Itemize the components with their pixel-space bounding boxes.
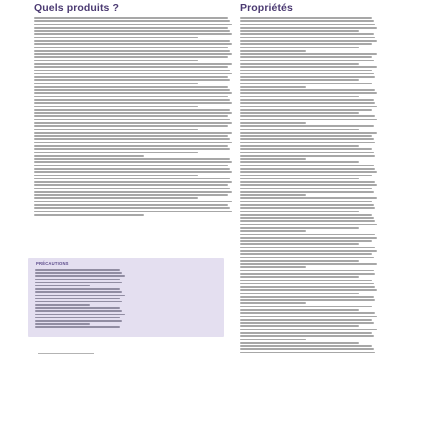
text-line [34, 92, 232, 94]
text-line [34, 40, 230, 42]
text-line [240, 197, 377, 199]
text-line [34, 33, 232, 35]
text-line [240, 230, 306, 232]
text-line [34, 119, 230, 121]
text-line [34, 83, 198, 85]
text-line [34, 66, 228, 68]
text-line [240, 175, 372, 177]
text-line [34, 24, 232, 26]
text-line [34, 204, 228, 206]
text-line [35, 269, 120, 271]
text-line [34, 70, 230, 72]
text-line [35, 310, 122, 312]
section-heading-products: Quels produits ? [34, 2, 120, 14]
precautions-body-text [35, 269, 127, 330]
text-line [240, 83, 372, 85]
text-line [240, 112, 359, 114]
text-line [240, 125, 374, 127]
text-line [34, 76, 228, 78]
precautions-box [28, 258, 224, 337]
text-line [240, 138, 374, 140]
text-line [240, 102, 375, 104]
text-line [35, 320, 122, 322]
text-line [240, 211, 359, 213]
text-line [240, 325, 359, 327]
text-line [35, 288, 120, 290]
text-line [240, 106, 377, 108]
text-line [240, 135, 372, 137]
text-line [240, 145, 359, 147]
text-line [240, 296, 374, 298]
footnote-rule [38, 353, 94, 354]
text-line [240, 345, 372, 347]
text-line [240, 129, 359, 131]
text-line [35, 317, 120, 319]
text-line [34, 194, 228, 196]
text-line [34, 152, 198, 154]
text-line [34, 145, 228, 147]
text-line [34, 63, 232, 65]
text-line [240, 178, 359, 180]
text-line [34, 17, 228, 19]
text-line [240, 319, 372, 321]
text-line [240, 24, 375, 26]
text-line [34, 96, 228, 98]
text-line [34, 161, 232, 163]
text-line [240, 76, 375, 78]
text-line [240, 309, 359, 311]
text-line [35, 298, 120, 300]
text-line [35, 314, 125, 316]
text-line [240, 348, 374, 350]
text-line [240, 283, 374, 285]
text-line [34, 115, 228, 117]
text-line [240, 273, 375, 275]
text-line [240, 293, 359, 295]
text-line [35, 295, 125, 297]
text-line [34, 106, 198, 108]
text-line [240, 316, 377, 318]
text-line [240, 237, 377, 239]
text-line [240, 181, 375, 183]
text-line [34, 20, 230, 22]
text-line [240, 342, 359, 344]
text-line [240, 263, 377, 265]
text-line [34, 138, 230, 140]
text-line [35, 279, 120, 281]
text-line [240, 339, 306, 341]
text-line [34, 86, 228, 88]
text-line [240, 37, 375, 39]
section-heading-properties: Propriétés [240, 2, 293, 14]
text-line [240, 148, 372, 150]
text-line [34, 112, 232, 114]
right-column [240, 0, 378, 355]
text-line [34, 30, 230, 32]
text-line [34, 184, 228, 186]
text-line [240, 289, 377, 291]
text-line [240, 119, 377, 121]
text-line [240, 50, 306, 52]
text-line [34, 175, 198, 177]
text-line [35, 282, 122, 284]
right-body-text [240, 17, 378, 353]
text-line [34, 53, 232, 55]
text-line [240, 79, 359, 81]
text-line [240, 158, 306, 160]
text-line [34, 207, 230, 209]
text-line [34, 56, 228, 58]
text-line [240, 234, 375, 236]
text-line [240, 89, 375, 91]
text-line [34, 168, 230, 170]
text-line [240, 207, 375, 209]
text-line [240, 33, 374, 35]
text-line [240, 306, 372, 308]
text-line [35, 272, 122, 274]
text-line [240, 56, 372, 58]
text-line [240, 43, 372, 45]
text-line [34, 178, 230, 180]
text-line [240, 214, 372, 216]
text-line [34, 60, 198, 62]
text-line [240, 86, 306, 88]
text-line [240, 155, 375, 157]
text-line [240, 30, 359, 32]
text-line [240, 257, 374, 259]
text-line [34, 214, 144, 216]
text-line [35, 291, 122, 293]
text-line [240, 92, 377, 94]
text-line [240, 60, 374, 62]
text-line [240, 171, 377, 173]
text-line [240, 266, 306, 268]
text-line [240, 73, 374, 75]
text-line [240, 168, 375, 170]
text-line [34, 73, 232, 75]
text-line [34, 155, 144, 157]
text-line [35, 285, 90, 287]
text-line [240, 227, 359, 229]
text-line [240, 329, 377, 331]
text-line [34, 109, 230, 111]
text-line [240, 253, 372, 255]
text-line [34, 43, 232, 45]
text-line [35, 326, 120, 328]
text-line [34, 148, 230, 150]
text-line [34, 125, 228, 127]
text-line [34, 211, 232, 213]
text-line [35, 307, 120, 309]
text-line [34, 37, 198, 39]
text-line [34, 129, 198, 131]
text-line [240, 243, 359, 245]
text-line [240, 352, 375, 354]
text-line [34, 79, 230, 81]
text-line [34, 27, 228, 29]
text-line [34, 142, 232, 144]
text-line [240, 220, 375, 222]
text-line [240, 332, 372, 334]
text-line [34, 171, 232, 173]
text-line [240, 194, 306, 196]
text-line [240, 270, 374, 272]
text-line [240, 312, 375, 314]
text-line [240, 201, 372, 203]
text-line [240, 280, 372, 282]
text-line [240, 286, 375, 288]
text-line [240, 47, 359, 49]
text-line [240, 70, 372, 72]
text-line [240, 335, 374, 337]
text-line [240, 250, 377, 252]
text-line [34, 135, 228, 137]
text-line [240, 260, 359, 262]
text-line [240, 276, 359, 278]
text-line [240, 152, 374, 154]
text-line [34, 158, 230, 160]
text-line [34, 165, 228, 167]
text-line [34, 188, 230, 190]
text-line [240, 109, 372, 111]
left-body-text [34, 17, 234, 216]
text-line [240, 99, 374, 101]
text-line [240, 184, 377, 186]
text-line [240, 115, 375, 117]
text-line [34, 197, 198, 199]
text-line [240, 191, 374, 193]
text-line [240, 20, 374, 22]
text-line [240, 161, 359, 163]
text-line [240, 224, 377, 226]
text-line [34, 191, 232, 193]
text-line [240, 66, 377, 68]
text-line [240, 240, 372, 242]
text-line [240, 188, 372, 190]
text-line [240, 53, 377, 55]
text-line [34, 132, 232, 134]
text-line [240, 63, 359, 65]
text-line [34, 181, 232, 183]
text-line [35, 301, 122, 303]
text-line [240, 142, 375, 144]
text-line [34, 89, 230, 91]
text-line [35, 275, 125, 277]
text-line [34, 47, 228, 49]
text-line [240, 40, 377, 42]
text-line [240, 204, 374, 206]
text-line [34, 201, 232, 203]
text-line [240, 165, 374, 167]
text-line [240, 96, 359, 98]
text-line [240, 247, 375, 249]
text-line [240, 27, 377, 29]
text-line [240, 17, 372, 19]
text-line [34, 122, 232, 124]
text-line [34, 99, 230, 101]
text-line [240, 122, 306, 124]
text-line [240, 302, 306, 304]
text-line [240, 322, 374, 324]
text-line [240, 132, 377, 134]
text-line [34, 50, 230, 52]
text-line [240, 217, 374, 219]
left-column [34, 0, 234, 217]
text-line [35, 323, 90, 325]
text-line [35, 304, 90, 306]
precautions-title: PRÉCAUTIONS [36, 261, 69, 266]
text-line [34, 102, 232, 104]
text-line [240, 299, 375, 301]
